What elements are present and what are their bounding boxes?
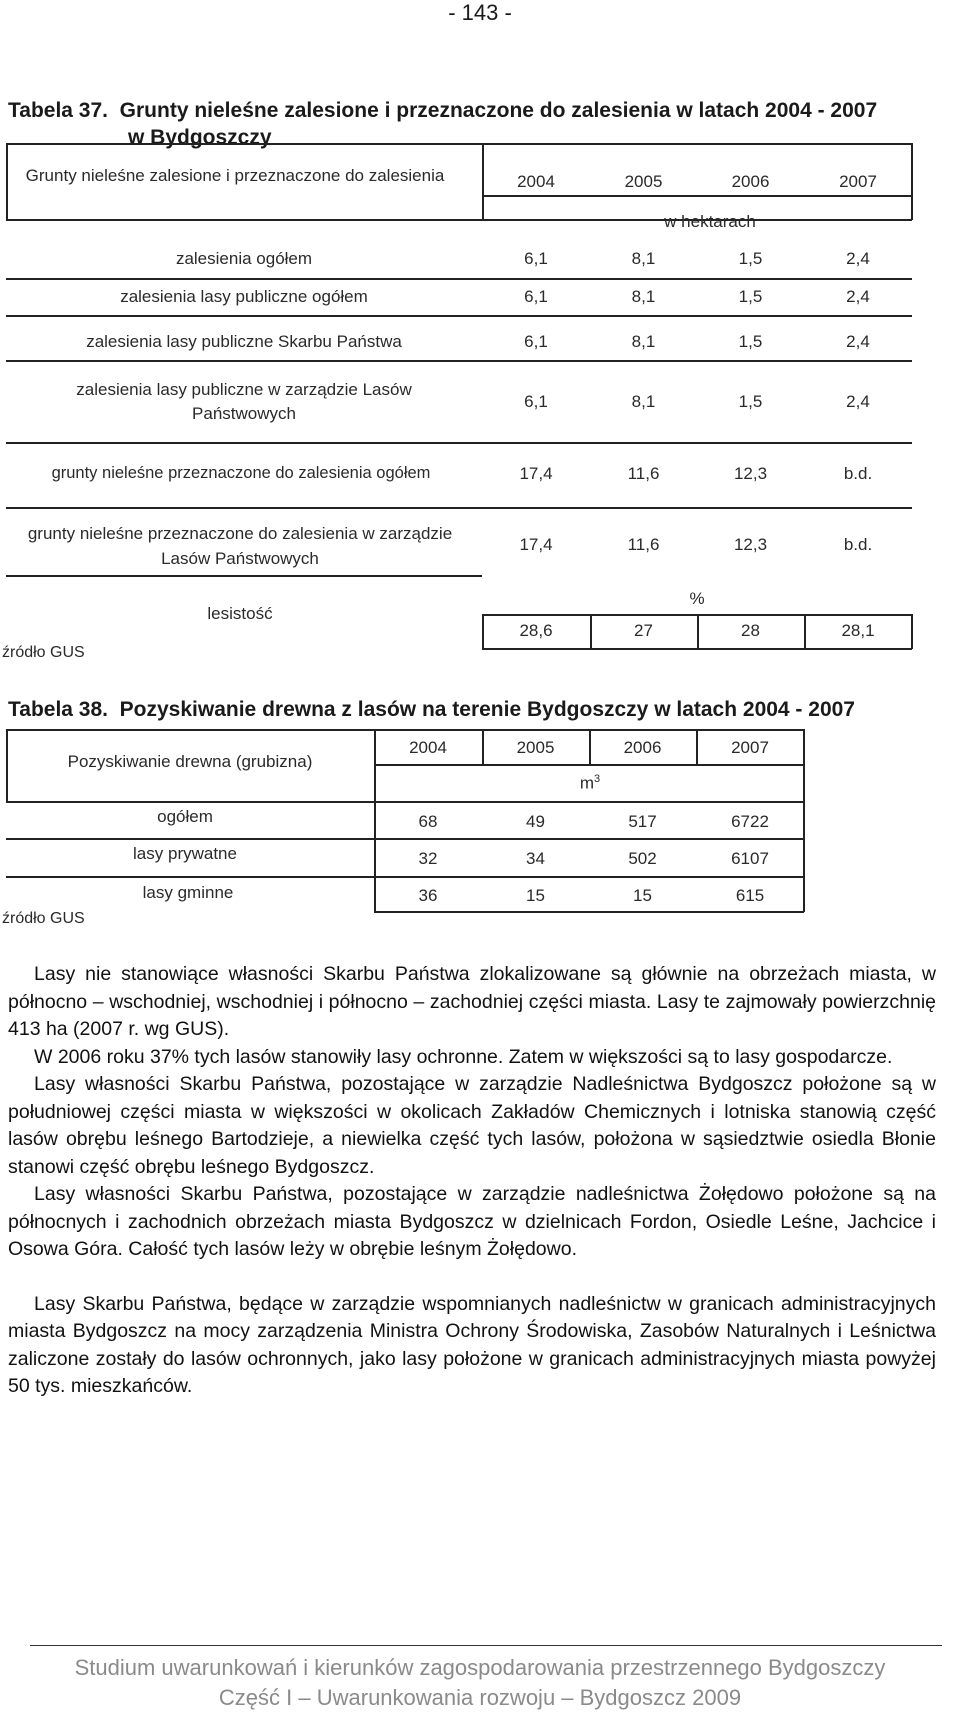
t37-cell: 8,1 <box>631 249 656 268</box>
footer-line1: Studium uwarunkowań i kierunków zagospodarowania przestrzennego Bydgoszczy <box>74 1655 886 1680</box>
t37-cell: b.d. <box>843 535 873 554</box>
t37-cell: 2,4 <box>846 249 870 268</box>
t37-row-label: zalesienia lasy publiczne ogółem <box>120 287 368 306</box>
t38-cell: 517 <box>628 812 657 831</box>
t37-year-0: 2004 <box>517 172 555 191</box>
t37-row-label: zalesienia ogółem <box>175 249 313 268</box>
body-text <box>8 961 936 1401</box>
table37-title-line2: w Bydgoszczy <box>128 126 272 149</box>
t37-cell: 28,6 <box>519 621 553 640</box>
t37-cell: 6,1 <box>524 392 548 411</box>
t38-cell: 32 <box>418 849 438 868</box>
footer-line2: Część I – Uwarunkowania rozwoju – Bydgoszcz 2009 <box>218 1685 742 1710</box>
table37-label: Tabela 37. <box>8 99 108 122</box>
t37-cell: 12,3 <box>733 464 768 483</box>
t37-row-label: zalesienia lasy publiczne w zarządzie Lasów Państwowych <box>76 380 412 423</box>
t37-cell: 6,1 <box>524 332 548 351</box>
t37-cell: 1,5 <box>738 392 763 411</box>
t38-cell: 615 <box>735 886 765 905</box>
table38-caption <box>8 696 948 723</box>
t37-lesistosc-unit: % <box>689 589 705 608</box>
t37-source: źródło GUS <box>2 644 85 661</box>
t38-cell: 6722 <box>731 812 769 831</box>
t37-lesistosc-label: lesistość <box>207 604 273 623</box>
t38-cell: 68 <box>418 812 438 831</box>
t38-cell: 36 <box>418 886 438 905</box>
t38-cell: 34 <box>526 849 545 868</box>
t37-year-3: 2007 <box>839 172 877 191</box>
t38-year-2: 2006 <box>623 738 662 757</box>
t37-unit: w hektarach <box>664 212 756 231</box>
t37-year-1: 2005 <box>624 172 663 191</box>
t37-cell: 27 <box>634 621 653 640</box>
footer-divider <box>30 1645 942 1646</box>
t37-cell: 12,3 <box>733 535 768 554</box>
t38-row-label: ogółem <box>157 807 213 826</box>
table37-header-desc: Grunty nieleśne zalesione i przeznaczone do zalesienia <box>25 166 445 185</box>
t38-header-desc: Pozyskiwanie drewna (grubizna) <box>67 752 313 771</box>
t37-cell: 8,1 <box>631 287 656 306</box>
t37-cell: 1,5 <box>738 249 763 268</box>
t38-unit: $m^3$ <box>579 773 601 793</box>
t37-cell: 17,4 <box>519 464 553 483</box>
t37-row-label: grunty nieleśne przeznaczone do zalesienia w zarządzie Lasów Państwowych <box>27 524 453 568</box>
table38-label: Tabela 38. <box>8 698 108 721</box>
t37-cell: 1,5 <box>738 332 763 351</box>
t37-cell: 17,4 <box>519 535 553 554</box>
table37-title-line1: Grunty nieleśne zalesione i przeznaczone do zalesienia w latach 2004 - 2007 <box>119 99 878 122</box>
paragraph: Lasy nie stanowiące własności Skarbu Państwa zlokalizowane są głównie na obrzeżach miasta, w północno – wschodniej, wschodniej i północno – zachodniej części miasta. Lasy te zajmowały powierzchnię 413 ha (2007 r. wg GUS). <box>8 963 936 1040</box>
t37-cell: 11,6 <box>627 464 660 483</box>
t37-cell: b.d. <box>843 464 873 483</box>
t37-cell: 2,4 <box>846 287 870 306</box>
t37-year-2: 2006 <box>731 172 770 191</box>
t37-cell: 28 <box>741 621 760 640</box>
paragraph: W 2006 roku 37% tych lasów stanowiły lasy ochronne. Zatem w większości są to lasy gospodarcze. <box>34 1045 893 1068</box>
t38-cell: 15 <box>526 886 545 905</box>
t38-cell: 6107 <box>731 849 769 868</box>
t37-cell: 1,5 <box>738 287 763 306</box>
table38-title: Pozyskiwanie drewna z lasów na terenie Bydgoszczy w latach 2004 - 2007 <box>119 698 855 721</box>
t38-year-1: 2005 <box>516 738 555 757</box>
t37-row-label: grunty nieleśne przeznaczone do zalesienia ogółem <box>51 464 431 482</box>
t38-source: źródło GUS <box>2 910 85 927</box>
t37-cell: 11,6 <box>627 535 660 554</box>
t37-cell: 28,1 <box>841 621 875 640</box>
t37-row-label: zalesienia lasy publiczne Skarbu Państwa <box>86 332 402 351</box>
t38-row-label: lasy prywatne <box>133 844 237 863</box>
t38-row-label: lasy gminne <box>142 883 234 902</box>
paragraph: Lasy własności Skarbu Państwa, pozostające w zarządzie Nadleśnictwa Bydgoszcz położone są w południowej części miasta w większości w okolicach Zakładów Chemicznych i lotniska stanowią część lasów obrębu leśnego Bartodzieje, a niewielka część tych lasów, położona w sąsiedztwie osiedla Błonie stanowi część obrębu leśnego Bydgoszcz. <box>8 1073 936 1178</box>
t38-year-3: 2007 <box>731 738 769 757</box>
t38-cell: 49 <box>526 812 545 831</box>
t37-cell: 2,4 <box>846 392 870 411</box>
t37-cell: 8,1 <box>631 332 656 351</box>
t37-cell: 6,1 <box>524 249 548 268</box>
t37-cell: 8,1 <box>631 392 656 411</box>
paragraph: Lasy Skarbu Państwa, będące w zarządzie wspomnianych nadleśnictw w granicach administracyjnych miasta Bydgoszcz na mocy zarządzenia Ministra Ochrony Środowiska, Zasobów Naturalnych i Leśnictwa zaliczone zostały do lasów ochronnych, jako lasy położone w granicach administracyjnych miasta powyżej 50 tys. mieszkańców. <box>8 1292 936 1397</box>
page-number: - 143 - <box>448 0 512 25</box>
t38-cell: 15 <box>633 886 652 905</box>
t38-year-0: 2004 <box>409 738 447 757</box>
t37-cell: 6,1 <box>524 287 548 306</box>
paragraph: Lasy własności Skarbu Państwa, pozostające w zarządzie nadleśnictwa Żołędowo położone są na północnych i zachodnich obrzeżach miasta Bydgoszcz w dzielnicach Fordon, Osiedle Leśne, Jachcice i Osowa Góra. Całość tych lasów leży w obrębie leśnym Żołędowo. <box>8 1183 936 1260</box>
t37-cell: 2,4 <box>846 332 870 351</box>
t38-cell: 502 <box>628 849 657 868</box>
